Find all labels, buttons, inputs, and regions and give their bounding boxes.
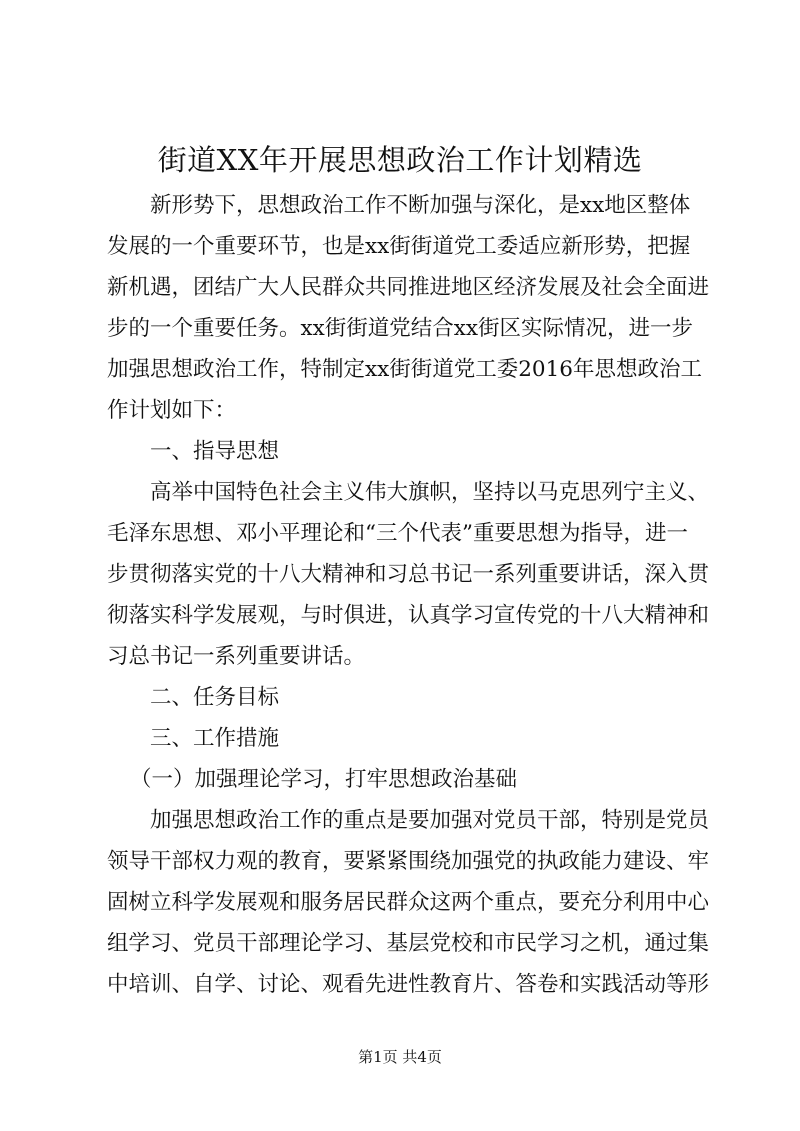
body-line: 彻落实科学发展观，与时俱进，认真学习宣传党的十八大精神和: [107, 603, 710, 628]
body-line: 组学习、党员干部理论学习、基层党校和市民学习之机，通过集: [107, 931, 710, 956]
body-line: 新形势下，思想政治工作不断加强与深化，是xx地区整体: [150, 193, 691, 218]
subsection-heading: （一）加强理论学习，打牢思想政治基础: [130, 767, 518, 792]
body-line: 步的一个重要任务。xx街街道党结合xx街区实际情况，进一步: [107, 316, 694, 341]
body-line: 中培训、自学、讨论、观看先进性教育片、答卷和实践活动等形: [107, 972, 710, 997]
section-heading: 一、指导思想: [150, 439, 280, 464]
section-heading: 三、工作措施: [150, 726, 280, 751]
body-line: 固树立科学发展观和服务居民群众这两个重点，要充分利用中心: [107, 890, 710, 915]
body-line: 加强思想政治工作的重点是要加强对党员干部，特别是党员: [150, 808, 710, 833]
body-line: 领导干部权力观的教育，要紧紧围绕加强党的执政能力建设、牢: [107, 849, 710, 874]
body-line: 步贯彻落实党的十八大精神和习总书记一系列重要讲话，深入贯: [107, 562, 710, 587]
body-line: 毛泽东思想、邓小平理论和“三个代表”重要思想为指导，进一: [107, 521, 688, 546]
document-title: 街道XX年开展思想政治工作计划精选: [157, 143, 643, 177]
body-line: 新机遇，团结广大人民群众共同推进地区经济发展及社会全面进: [107, 275, 710, 300]
page-number: 第1页 共4页: [358, 1048, 442, 1066]
body-line: 发展的一个重要环节，也是xx街街道党工委适应新形势，把握: [107, 234, 691, 259]
section-heading: 二、任务目标: [150, 685, 280, 710]
body-line: 习总书记一系列重要讲话。: [107, 644, 366, 669]
body-line: 高举中国特色社会主义伟大旗帜，坚持以马克思列宁主义、: [150, 480, 710, 505]
body-line: 加强思想政治工作，特制定xx街街道党工委2016年思想政治工: [107, 357, 702, 382]
body-line: 作计划如下：: [107, 398, 237, 423]
